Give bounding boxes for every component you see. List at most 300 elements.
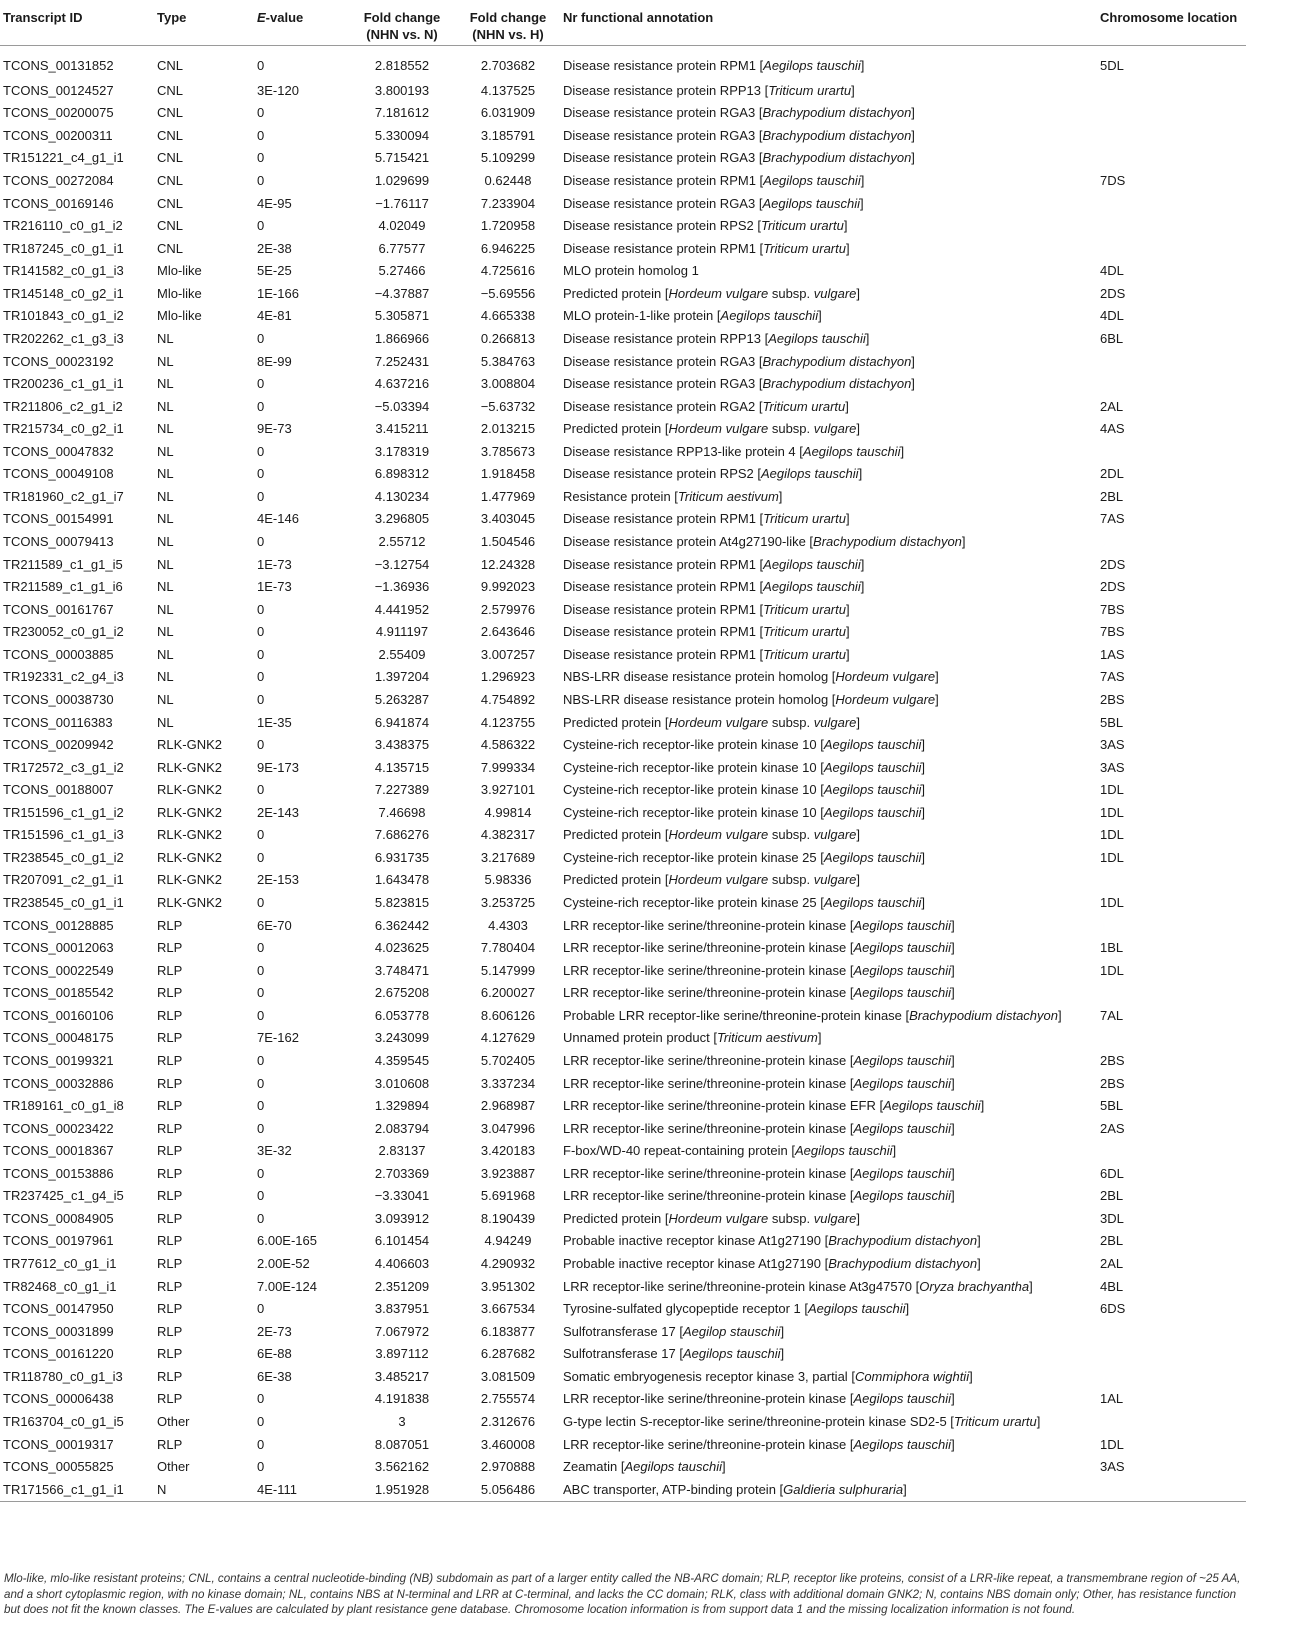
annotation-text: Tyrosine-sulfated glycopeptide receptor 1 <box>563 1301 801 1317</box>
cell-fold-change-n: 4.359545 <box>374 1052 430 1068</box>
cell-fold-change-n: −1.76117 <box>375 195 429 211</box>
cell-type: NL <box>157 466 174 482</box>
cell-fold-change-n: 3.837951 <box>374 1301 430 1317</box>
table-row <box>0 418 1246 441</box>
cell-annotation: Probable LRR receptor-like serine/threonine-protein kinase [Brachypodium distachyon] <box>563 1007 1062 1023</box>
cell-chromosome: 3AS <box>1100 759 1125 775</box>
cell-transcript-id: TCONS_00147950 <box>3 1301 114 1317</box>
cell-transcript-id: TCONS_00199321 <box>3 1052 114 1068</box>
cell-fold-change-n: 7.252431 <box>374 353 430 369</box>
cell-evalue: 0 <box>257 1301 265 1317</box>
cell-chromosome: 7DS <box>1100 173 1126 189</box>
cell-transcript-id: TCONS_00031899 <box>3 1323 114 1339</box>
cell-fold-change-n: 3.093912 <box>374 1210 430 1226</box>
cell-fold-change-h: 5.702405 <box>480 1052 536 1068</box>
cell-transcript-id: TR189161_c0_g1_i8 <box>3 1098 124 1114</box>
annotation-text: Cysteine-rich receptor-like protein kinase 10 <box>563 737 817 753</box>
cell-fold-change-n: 2.351209 <box>374 1278 430 1294</box>
annotation-text: Predicted protein <box>563 827 662 843</box>
cell-chromosome: 2AS <box>1100 1120 1125 1136</box>
cell-fold-change-n: 4.02049 <box>378 218 426 234</box>
cell-transcript-id: TCONS_00019317 <box>3 1436 114 1452</box>
table-row <box>0 170 1246 193</box>
cell-evalue: 0 <box>257 1120 265 1136</box>
cell-fold-change-n: 7.227389 <box>374 782 430 798</box>
annotation-species: Triticum aestivum <box>677 488 779 504</box>
header-fold-change-h: Fold change (NHN vs. H) <box>453 0 563 45</box>
cell-fold-change-h: 0.266813 <box>480 330 536 346</box>
cell-fold-change-h: 3.923887 <box>480 1165 536 1181</box>
annotation-text: LRR receptor-like serine/threonine-protein kinase <box>563 1165 847 1181</box>
cell-transcript-id: TR101843_c0_g1_i2 <box>3 308 124 324</box>
cell-fold-change-h: 3.008804 <box>480 376 536 392</box>
cell-annotation: Disease resistance protein RGA2 [Triticum urartu] <box>563 398 849 414</box>
cell-chromosome: 2DS <box>1100 579 1126 595</box>
cell-fold-change-n: 7.181612 <box>374 105 430 121</box>
table-row <box>0 1456 1246 1479</box>
table-row <box>0 779 1246 802</box>
annotation-species: Aegilops tauschii <box>853 1052 952 1068</box>
annotation-species: Aegilops tauschii <box>823 895 922 911</box>
cell-transcript-id: TR151221_c4_g1_i1 <box>3 150 124 166</box>
cell-evalue: 0 <box>257 150 265 166</box>
cell-transcript-id: TR238545_c0_g1_i1 <box>3 895 124 911</box>
cell-annotation: Predicted protein [Hordeum vulgare subsp. vulgare] <box>563 285 861 301</box>
cell-evalue: 0 <box>257 1098 265 1114</box>
cell-transcript-id: TR211589_c1_g1_i6 <box>3 579 123 595</box>
cell-fold-change-h: 0.62448 <box>484 173 532 189</box>
table-row <box>0 463 1246 486</box>
cell-transcript-id: TCONS_00161767 <box>3 601 114 617</box>
cell-annotation: Disease resistance protein RPM1 [Triticum urartu] <box>563 601 850 617</box>
cell-annotation: Resistance protein [Triticum aestivum] <box>563 488 783 504</box>
cell-evalue: 0 <box>257 624 265 640</box>
cell-fold-change-n: 3 <box>398 1413 406 1429</box>
cell-transcript-id: TR141582_c0_g1_i3 <box>3 263 124 279</box>
table-row <box>0 260 1246 283</box>
table-row <box>0 373 1246 396</box>
annotation-species: Aegilops tauschii <box>823 782 922 798</box>
cell-fold-change-n: 6.898312 <box>374 466 430 482</box>
cell-fold-change-h: 2.755574 <box>480 1391 536 1407</box>
annotation-species: Aegilops tauschii <box>763 173 861 189</box>
cell-evalue: 0 <box>257 57 265 73</box>
cell-evalue: 7.00E-124 <box>257 1278 317 1294</box>
cell-evalue: 0 <box>257 127 265 143</box>
cell-type: NL <box>157 534 174 550</box>
cell-annotation: F-box/WD-40 repeat-containing protein [Aegilops tauschii] <box>563 1143 897 1159</box>
annotation-species: Aegilops tauschii <box>853 962 952 978</box>
cell-annotation: NBS-LRR disease resistance protein homolog [Hordeum vulgare] <box>563 691 939 707</box>
cell-annotation: Disease resistance protein At4g27190-like [Brachypodium distachyon] <box>563 534 966 550</box>
cell-type: RLP <box>157 1075 183 1091</box>
cell-fold-change-n: 6.77577 <box>378 240 426 256</box>
annotation-text: Probable inactive receptor kinase At1g27190 <box>563 1256 822 1272</box>
cell-chromosome: 7BS <box>1100 624 1125 640</box>
cell-transcript-id: TCONS_00084905 <box>3 1210 114 1226</box>
cell-annotation: Disease resistance protein RGA3 [Aegilops tauschii] <box>563 195 864 211</box>
cell-transcript-id: TR77612_c0_g1_i1 <box>3 1256 117 1272</box>
cell-transcript-id: TCONS_00018367 <box>3 1143 114 1159</box>
annotation-text: Probable inactive receptor kinase At1g27190 <box>563 1233 822 1249</box>
cell-type: NL <box>157 691 174 707</box>
cell-type: NL <box>157 443 174 459</box>
cell-evalue: 0 <box>257 1188 265 1204</box>
cell-chromosome: 6DL <box>1100 1165 1124 1181</box>
annotation-species: Aegilops tauschii <box>853 917 952 933</box>
cell-fold-change-h: 4.382317 <box>480 827 536 843</box>
cell-fold-change-h: 6.946225 <box>480 240 536 256</box>
annotation-text: Disease resistance protein RGA3 <box>563 127 756 143</box>
cell-fold-change-n: 1.951928 <box>351 1478 453 1501</box>
annotation-text: Disease resistance protein RPP13 <box>563 82 761 98</box>
cell-annotation: Sulfotransferase 17 [Aegilops tauschii] <box>563 1346 785 1362</box>
cell-transcript-id: TCONS_00022549 <box>3 962 114 978</box>
cell-chromosome: 2BL <box>1100 1188 1124 1204</box>
annotation-text: Disease resistance protein RPM1 <box>563 57 756 73</box>
cell-chromosome: 5DL <box>1100 57 1124 73</box>
cell-chromosome: 2BS <box>1100 1052 1125 1068</box>
cell-evalue: 2E-143 <box>257 804 299 820</box>
table-row <box>0 531 1246 554</box>
cell-type: RLK-GNK2 <box>157 895 223 911</box>
cell-type: CNL <box>157 127 184 143</box>
cell-fold-change-n: 7.46698 <box>378 804 426 820</box>
annotation-species: Triticum urartu <box>763 511 846 527</box>
cell-annotation: Disease resistance protein RPM1 [Triticum urartu] <box>563 646 850 662</box>
cell-evalue: 3E-120 <box>257 82 299 98</box>
cell-evalue: 4E-95 <box>257 195 292 211</box>
cell-type: Other <box>157 1459 190 1475</box>
cell-fold-change-h: 1.918458 <box>480 466 536 482</box>
cell-fold-change-h: 3.007257 <box>480 646 536 662</box>
cell-annotation: Tyrosine-sulfated glycopeptide receptor 1 [Aegilops tauschii] <box>563 1301 910 1317</box>
cell-evalue: 0 <box>257 1436 265 1452</box>
cell-fold-change-h: 12.24328 <box>480 556 536 572</box>
cell-type: RLK-GNK2 <box>157 759 223 775</box>
annotation-text: F-box/WD-40 repeat-containing protein <box>563 1143 788 1159</box>
cell-chromosome <box>1100 1140 1246 1163</box>
table-row <box>0 1230 1246 1253</box>
cell-annotation: Disease resistance protein RPP13 [Aegilops tauschii] <box>563 330 870 346</box>
cell-fold-change-h: 1.504546 <box>480 534 536 550</box>
cell-chromosome: 7AS <box>1100 669 1125 685</box>
cell-fold-change-h: 6.287682 <box>480 1346 536 1362</box>
cell-type: RLP <box>157 1098 183 1114</box>
cell-chromosome <box>1100 1320 1246 1343</box>
cell-fold-change-h: 3.185791 <box>480 127 536 143</box>
annotation-species: Galdieria sulphuraria <box>783 1481 904 1497</box>
cell-chromosome: 2AL <box>1100 1256 1124 1272</box>
annotation-species: Triticum urartu <box>763 240 846 256</box>
cell-transcript-id: TCONS_00197961 <box>3 1233 114 1249</box>
cell-type: NL <box>157 556 174 572</box>
cell-annotation <box>563 260 1100 283</box>
cell-evalue: 6.00E-165 <box>257 1233 317 1249</box>
annotation-species: Aegilops tauschii <box>853 1075 952 1091</box>
annotation-species: Aegilops tauschii <box>682 1346 781 1362</box>
annotation-text: Disease resistance protein RPM1 <box>563 173 756 189</box>
cell-evalue: 0 <box>257 895 265 911</box>
table-row <box>0 1005 1246 1028</box>
annotation-subspecies: vulgare <box>813 421 857 437</box>
cell-type: RLP <box>157 1323 183 1339</box>
annotation-species: Aegilops tauschii <box>853 1391 952 1407</box>
cell-chromosome: 6DS <box>1100 1301 1126 1317</box>
annotation-species: Hordeum vulgare <box>668 285 769 301</box>
cell-type: RLP <box>157 1346 183 1362</box>
cell-evalue: 0 <box>257 669 265 685</box>
cell-type: NL <box>157 421 174 437</box>
cell-evalue: 9E-173 <box>257 759 299 775</box>
cell-annotation: Disease resistance protein RPS2 [Triticum urartu] <box>563 218 848 234</box>
annotation-text: Cysteine-rich receptor-like protein kinase 25 <box>563 849 817 865</box>
cell-fold-change-n: 1.397204 <box>374 669 430 685</box>
cell-chromosome <box>1100 215 1246 238</box>
cell-chromosome: 7AS <box>1100 511 1125 527</box>
annotation-text: LRR receptor-like serine/threonine-protein kinase <box>563 962 847 978</box>
annotation-text: Resistance protein <box>563 488 671 504</box>
annotation-species: Triticum urartu <box>763 624 846 640</box>
table-row <box>0 1411 1246 1434</box>
cell-evalue: 0 <box>257 737 265 753</box>
cell-evalue: 0 <box>257 443 265 459</box>
cell-evalue: 0 <box>257 105 265 121</box>
cell-transcript-id: TCONS_00200311 <box>3 127 113 143</box>
cell-transcript-id: TCONS_00055825 <box>3 1459 114 1475</box>
cell-chromosome: 3DL <box>1100 1210 1124 1226</box>
cell-evalue: 0 <box>257 1165 265 1181</box>
cell-annotation: Disease resistance protein RGA3 [Brachypodium distachyon] <box>563 105 915 121</box>
table-row <box>0 508 1246 531</box>
cell-fold-change-h: 1.720958 <box>480 218 536 234</box>
cell-fold-change-h: 4.94249 <box>484 1233 532 1249</box>
annotation-species: Triticum urartu <box>762 398 846 414</box>
cell-transcript-id: TCONS_00003885 <box>3 646 114 662</box>
cell-type: N <box>157 1478 257 1501</box>
table-row <box>0 847 1246 870</box>
annotation-text: Cysteine-rich receptor-like protein kinase 10 <box>563 782 817 798</box>
cell-type: CNL <box>157 240 184 256</box>
annotation-species: Aegilops tauschii <box>823 849 922 865</box>
cell-evalue: 0 <box>257 1075 265 1091</box>
cell-annotation: Probable inactive receptor kinase At1g27190 [Brachypodium distachyon] <box>563 1233 981 1249</box>
cell-evalue: 0 <box>257 827 265 843</box>
annotation-species: Hordeum vulgare <box>668 872 769 888</box>
cell-evalue: 0 <box>257 218 265 234</box>
cell-fold-change-n: 3.010608 <box>374 1075 430 1091</box>
annotation-species: Aegilop stauschii <box>682 1323 781 1339</box>
table-row <box>0 869 1246 892</box>
table-row <box>0 395 1246 418</box>
annotation-species: Aegilops tauschii <box>794 1143 893 1159</box>
cell-fold-change-h: 4.725616 <box>480 263 536 279</box>
cell-fold-change-n: 4.191838 <box>374 1391 430 1407</box>
cell-evalue: 2E-73 <box>257 1323 292 1339</box>
annotation-text: Predicted protein <box>563 1210 662 1226</box>
annotation-species: Aegilops tauschii <box>853 940 952 956</box>
cell-fold-change-h: −5.63732 <box>480 398 536 414</box>
annotation-text: LRR receptor-like serine/threonine-protein kinase <box>563 985 847 1001</box>
cell-fold-change-h: 5.056486 <box>453 1478 563 1501</box>
cell-evalue: 2E-153 <box>257 872 299 888</box>
annotation-text: Disease resistance protein RPS2 <box>563 218 754 234</box>
cell-type: NL <box>157 579 174 595</box>
annotation-species: Hordeum vulgare <box>835 669 936 685</box>
cell-annotation: LRR receptor-like serine/threonine-protein kinase [Aegilops tauschii] <box>563 1391 955 1407</box>
cell-transcript-id: TR163704_c0_g1_i5 <box>3 1413 124 1429</box>
cell-type: NL <box>157 601 174 617</box>
annotation-species: Triticum urartu <box>768 82 852 98</box>
cell-type: RLP <box>157 1436 183 1452</box>
annotation-text: Disease resistance protein RPS2 <box>563 466 754 482</box>
cell-type: Mlo-like <box>157 285 202 301</box>
cell-evalue: 0 <box>257 1007 265 1023</box>
cell-annotation: Disease resistance protein RPM1 [Aegilops tauschii] <box>563 556 865 572</box>
cell-transcript-id: TCONS_00079413 <box>3 534 114 550</box>
cell-chromosome <box>1100 350 1246 373</box>
cell-type: RLP <box>157 1210 183 1226</box>
annotation-text: LRR receptor-like serine/threonine-protein kinase EFR <box>563 1098 876 1114</box>
table-row <box>0 598 1246 621</box>
annotation-text: Disease resistance protein RPM1 <box>563 624 756 640</box>
cell-transcript-id: TR172572_c3_g1_i2 <box>3 759 124 775</box>
annotation-text: LRR receptor-like serine/threonine-protein kinase <box>563 1436 847 1452</box>
cell-annotation: Disease resistance protein RPM1 [Triticum urartu] <box>563 240 850 256</box>
annotation-text: ABC transporter, ATP-binding protein <box>563 1481 776 1497</box>
cell-type: RLP <box>157 1007 183 1023</box>
cell-type: NL <box>157 330 174 346</box>
header-transcript-id: Transcript ID <box>0 0 157 45</box>
table-row <box>0 1343 1246 1366</box>
cell-annotation: Probable inactive receptor kinase At1g27190 [Brachypodium distachyon] <box>563 1256 981 1272</box>
cell-fold-change-n: 3.485217 <box>374 1368 430 1384</box>
annotation-text: Cysteine-rich receptor-like protein kinase 10 <box>563 759 817 775</box>
cell-evalue: 0 <box>257 1210 265 1226</box>
annotation-species: Brachypodium distachyon <box>813 534 962 550</box>
cell-fold-change-n: 5.27466 <box>378 263 426 279</box>
annotation-species: Aegilops tauschii <box>761 466 859 482</box>
table-row <box>0 553 1246 576</box>
annotation-text: MLO protein-1-like protein <box>563 308 714 324</box>
table-row <box>0 441 1246 464</box>
annotation-species: Brachypodium distachyon <box>762 150 912 166</box>
cell-annotation: Cysteine-rich receptor-like protein kinase 25 [Aegilops tauschii] <box>563 895 926 911</box>
cell-chromosome <box>1100 125 1246 148</box>
cell-fold-change-n: 3.748471 <box>374 962 430 978</box>
annotation-species: Aegilops tauschii <box>823 737 922 753</box>
cell-type: RLP <box>157 940 183 956</box>
cell-fold-change-n: 3.562162 <box>374 1459 430 1475</box>
cell-fold-change-n: 6.362442 <box>374 917 430 933</box>
table-row <box>0 102 1246 125</box>
cell-evalue: 0 <box>257 1413 265 1429</box>
table-row <box>0 125 1246 148</box>
cell-fold-change-n: 4.406603 <box>374 1256 430 1272</box>
cell-fold-change-n: 1.329894 <box>374 1098 430 1114</box>
annotation-text: Disease resistance protein RGA3 <box>563 353 756 369</box>
annotation-species: Aegilops tauschii <box>853 1436 952 1452</box>
annotation-text: Disease resistance protein RPM1 <box>563 579 756 595</box>
cell-annotation: Disease resistance protein RPM1 [Triticum urartu] <box>563 624 850 640</box>
cell-type: NL <box>157 624 174 640</box>
cell-evalue: 0 <box>257 782 265 798</box>
cell-transcript-id: TCONS_00272084 <box>3 173 114 189</box>
cell-type: NL <box>157 488 174 504</box>
table-row <box>0 644 1246 667</box>
cell-transcript-id: TCONS_00131852 <box>3 57 114 73</box>
cell-transcript-id: TCONS_00124527 <box>3 82 114 98</box>
cell-transcript-id: TCONS_00012063 <box>3 940 114 956</box>
cell-fold-change-n: 7.067972 <box>374 1323 430 1339</box>
cell-evalue: 1E-73 <box>257 579 292 595</box>
cell-type: RLP <box>157 1120 183 1136</box>
cell-type: NL <box>157 646 174 662</box>
cell-fold-change-n: 5.823815 <box>374 895 430 911</box>
annotation-species: Aegilops tauschii <box>853 1120 952 1136</box>
cell-chromosome <box>1100 80 1246 103</box>
cell-transcript-id: TR202262_c1_g3_i3 <box>3 330 124 346</box>
table-row <box>0 914 1246 937</box>
cell-chromosome: 1DL <box>1100 895 1124 911</box>
cell-type: RLP <box>157 917 183 933</box>
annotation-text: Disease resistance protein RPM1 <box>563 601 756 617</box>
cell-evalue: 0 <box>257 1459 265 1475</box>
cell-evalue: 0 <box>257 488 265 504</box>
cell-evalue: 0 <box>257 1052 265 1068</box>
annotation-species: Aegilops tauschii <box>807 1301 906 1317</box>
table-row <box>0 1320 1246 1343</box>
cell-annotation: Disease resistance RPP13-like protein 4 [Aegilops tauschii] <box>563 443 905 459</box>
cell-type: RLP <box>157 1143 183 1159</box>
table-row <box>0 937 1246 960</box>
cell-transcript-id: TCONS_00047832 <box>3 443 114 459</box>
cell-chromosome: 2BS <box>1100 1075 1125 1091</box>
cell-fold-change-h: 6.200027 <box>480 985 536 1001</box>
annotation-species: Oryza brachyantha <box>919 1278 1030 1294</box>
cell-transcript-id: TR215734_c0_g2_i1 <box>3 421 124 437</box>
annotation-text: Sulfotransferase 17 <box>563 1346 676 1362</box>
cell-fold-change-h: 9.992023 <box>480 579 536 595</box>
cell-type: RLP <box>157 1256 183 1272</box>
annotation-text: LRR receptor-like serine/threonine-protein kinase <box>563 1052 847 1068</box>
cell-evalue: 4E-111 <box>257 1478 351 1501</box>
cell-fold-change-h: 5.98336 <box>484 872 532 888</box>
cell-chromosome <box>1100 373 1246 396</box>
cell-annotation: Cysteine-rich receptor-like protein kinase 25 [Aegilops tauschii] <box>563 849 926 865</box>
cell-fold-change-n: 3.897112 <box>375 1346 429 1362</box>
cell-fold-change-h: 4.4303 <box>488 917 528 933</box>
cell-type: Other <box>157 1413 190 1429</box>
table-row <box>0 824 1246 847</box>
cell-transcript-id: TR230052_c0_g1_i2 <box>3 624 124 640</box>
cell-fold-change-h: 7.999334 <box>480 759 536 775</box>
cell-transcript-id: TCONS_00049108 <box>3 466 114 482</box>
table-row <box>0 1185 1246 1208</box>
cell-type: RLP <box>157 1165 183 1181</box>
header-annotation: Nr functional annotation <box>563 0 1100 45</box>
cell-chromosome <box>1100 147 1246 170</box>
cell-transcript-id: TR151596_c1_g1_i3 <box>3 827 124 843</box>
cell-annotation: Disease resistance protein RPM1 [Triticum urartu] <box>563 511 850 527</box>
table-row <box>0 1433 1246 1456</box>
annotation-text: Somatic embryogenesis receptor kinase 3, partial <box>563 1368 848 1384</box>
cell-type: RLK-GNK2 <box>157 849 223 865</box>
cell-annotation: LRR receptor-like serine/threonine-protein kinase [Aegilops tauschii] <box>563 917 955 933</box>
cell-type: RLP <box>157 1368 183 1384</box>
cell-transcript-id: TCONS_00169146 <box>3 195 114 211</box>
cell-transcript-id: TCONS_00023422 <box>3 1120 114 1136</box>
